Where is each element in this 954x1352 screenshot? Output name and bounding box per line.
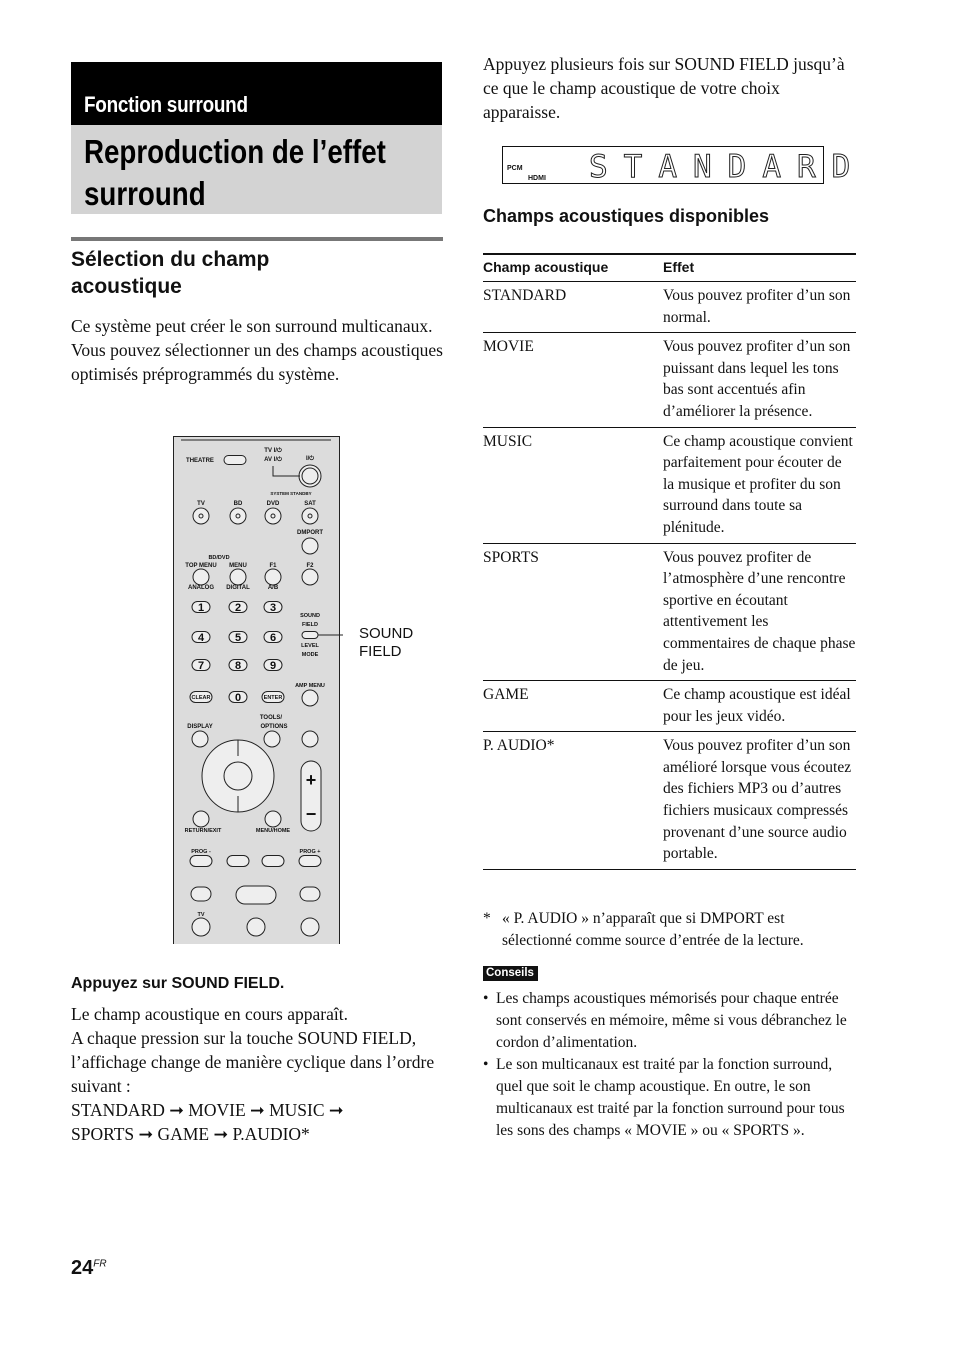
table-row (483, 681, 856, 732)
sound-field-table (483, 256, 856, 870)
effect-cell: Ce champ acoustique convient parfaitement pour écouter de la musique et profiter du son surround dans toute sa plénitude. (663, 427, 856, 543)
tv-bottom-label: TV (197, 912, 205, 918)
return-label: RETURN/EXIT (184, 828, 222, 834)
input-button-dot (271, 514, 275, 518)
display-text: STANDARD (589, 149, 867, 185)
field-cell: P. AUDIO* (483, 732, 663, 870)
input-button-dot (199, 514, 203, 518)
language-code: FR (93, 1258, 107, 1270)
effect-cell: Ce champ acoustique est idéal pour les jeux vidéo. (663, 681, 856, 732)
sound-field-callout: SOUND FIELD (359, 625, 414, 660)
table-row (483, 732, 856, 870)
step-body (71, 1002, 451, 1146)
function-button (230, 569, 246, 585)
digit-label: 9 (269, 660, 277, 672)
table-row (483, 333, 856, 427)
theatre-label: THEATRE (186, 458, 214, 464)
input-button (224, 456, 246, 465)
sequence-line: STANDARD ➞ MOVIE ➞ MUSIC ➞ (71, 1100, 344, 1120)
volume-plus: + (305, 770, 317, 790)
display-button (192, 731, 208, 747)
digit-label: 5 (234, 632, 242, 644)
table-top-rule (483, 253, 856, 255)
page-title: Reproduction de l’effet surround (84, 133, 386, 212)
footnote-text: « P. AUDIO » n’apparaît que si DMPORT est sélectionné comme source d’entrée de la lecture. (502, 910, 804, 949)
power-button-inner (302, 468, 318, 484)
digit-label: 1 (197, 602, 205, 614)
transport-button (262, 856, 284, 867)
field-cell: MOVIE (483, 333, 663, 427)
transport-button (299, 856, 321, 867)
function-button (302, 569, 318, 585)
tips-label: Conseils (483, 966, 538, 981)
tv-power-label: TV I/⏻ (264, 448, 282, 454)
field-cell: SPORTS (483, 543, 663, 681)
f2-label: F2 (306, 563, 314, 569)
input-label: BD (233, 501, 243, 507)
sound-field-button (302, 632, 318, 639)
footnote-mark: * (483, 910, 491, 927)
page-number: $24^{FR}$ (71, 1257, 107, 1279)
input-label: DVD (266, 501, 280, 507)
volume-minus: − (305, 804, 317, 824)
prog-plus-label: PROG + (299, 849, 321, 855)
step-heading: Appuyez sur SOUND FIELD. (71, 975, 285, 992)
intro-paragraph: Ce système peut créer le son surround multicanaux. Vous pouvez sélectionner un des champs acoustiques optimisés préprogrammés du système. (71, 316, 443, 384)
step-line: A chaque pression sur la touche SOUND FIELD, l’affichage change de manière cyclique dans l’ordre suivant : (71, 1028, 435, 1096)
input-button-dot (236, 514, 240, 518)
forward-button (300, 887, 320, 901)
effect-cell: Vous pouvez profiter de l’atmosphère d’une rencontre sportive en écoutant attentivement les commentaires de chaque phase de jeu. (663, 543, 856, 681)
digit-label: 0 (234, 692, 242, 704)
analog-label: ANALOG (188, 585, 214, 591)
digit-label: 7 (197, 660, 205, 672)
stop-button (301, 918, 319, 936)
table-row (483, 543, 856, 681)
input-label: SAT (304, 501, 316, 507)
field-cell: GAME (483, 681, 663, 732)
tip-item: • Le son multicanaux est traité par la fonction surround, quel que soit le champ acoustique. En outre, le son multicanaux est traité par la fonction surround pour tous les sons des champs « MOVIE » ou « SPORTS ». (483, 1054, 856, 1141)
transport-button (190, 856, 212, 867)
effect-cell: Vous pouvez profiter d’un son amélioré lorsque vous écoutez des fichiers MP3 ou d’autres fichiers musicaux compressés provenant d’une source audio portable. (663, 732, 856, 870)
power-label: I/⏻ (305, 456, 315, 462)
table-title: Champs acoustiques disponibles (483, 206, 770, 226)
dmport-label: DMPORT (297, 530, 323, 536)
effect-cell: Vous pouvez profiter d’un son normal. (663, 282, 856, 333)
options-label: OPTIONS (260, 724, 288, 730)
bd-dvd-label: BD/DVD (208, 555, 230, 561)
front-panel-display (502, 146, 867, 185)
menu-label: MENU (229, 563, 247, 569)
table-row (483, 282, 856, 333)
mode-label: MODE (301, 652, 319, 658)
right-intro-paragraph: Appuyez plusieurs fois sur SOUND FIELD jusqu’à ce que le champ acoustique de votre choix apparaisse. (483, 54, 845, 122)
hdmi-indicator: HDMI (528, 175, 546, 182)
muting-button (302, 731, 318, 747)
section-rule (71, 237, 443, 241)
display-label: DISPLAY (187, 724, 213, 730)
system-standby-label: SYSTEM STANDBY (270, 491, 312, 496)
sequence-line: SPORTS ➞ GAME ➞ P.AUDIO* (71, 1124, 310, 1144)
menu-home-button (265, 811, 281, 827)
pause-button (247, 918, 265, 936)
amp-menu-button (302, 690, 318, 706)
top-menu-label: TOP MENU (185, 563, 217, 569)
tools-button (264, 731, 280, 747)
level-label: LEVEL (301, 643, 319, 649)
rewind-button (191, 887, 211, 901)
digit-label: 6 (269, 632, 277, 644)
clear-label: CLEAR (191, 695, 211, 701)
connector-line (273, 466, 300, 476)
chapter-banner (71, 62, 442, 125)
table-row (483, 427, 856, 543)
prog-minus-label: PROG - (191, 849, 211, 855)
sound-label: SOUND (300, 613, 320, 619)
function-button (193, 569, 209, 585)
digital-label: DIGITAL (226, 585, 250, 591)
enter-label: ENTER (263, 695, 283, 701)
f1-label: F1 (269, 563, 277, 569)
dmport-button (302, 538, 318, 554)
step-line: Le champ acoustique en cours apparaît. (71, 1004, 348, 1024)
column-header: Champ acoustique (483, 256, 663, 282)
pcm-indicator: PCM (507, 165, 523, 172)
tips-list (483, 988, 856, 1143)
tv-bottom-button (192, 918, 210, 936)
digit-label: 3 (269, 602, 277, 614)
field-cell: STANDARD (483, 282, 663, 333)
input-button-dot (308, 514, 312, 518)
page-title-box (71, 125, 442, 214)
function-button (265, 569, 281, 585)
transport-button (227, 856, 249, 867)
effect-cell: Vous pouvez profiter d’un son puissant dans lequel les tons bas sont accentués afin d’améliorer la présence. (663, 333, 856, 427)
field-cell: MUSIC (483, 427, 663, 543)
return-button (193, 811, 209, 827)
column-header: Effet (663, 256, 856, 282)
table-header-row (483, 256, 856, 282)
menu-home-label: MENU/HOME (255, 828, 291, 834)
input-label: TV (197, 501, 205, 507)
footnote (483, 908, 855, 951)
chapter-label: Fonction surround (84, 92, 248, 117)
section-title: Sélection du champ acoustique (71, 248, 270, 298)
remote-control-drawing (173, 436, 343, 946)
amp-menu-label: AMP MENU (295, 683, 325, 689)
play-button (236, 886, 276, 904)
digit-label: 4 (197, 632, 205, 644)
digit-label: 2 (234, 602, 242, 614)
enter-center-button (224, 762, 252, 790)
field-label: FIELD (302, 622, 318, 628)
digit-label: 8 (234, 660, 242, 672)
av-power-label: AV I/⏻ (264, 457, 282, 463)
ab-label: A/B (267, 585, 279, 591)
tools-label: TOOLS/ (259, 715, 283, 721)
tip-item: • Les champs acoustiques mémorisés pour chaque entrée sont conservés en mémoire, même si vous débranchez le cordon d’alimentation. (483, 988, 856, 1053)
